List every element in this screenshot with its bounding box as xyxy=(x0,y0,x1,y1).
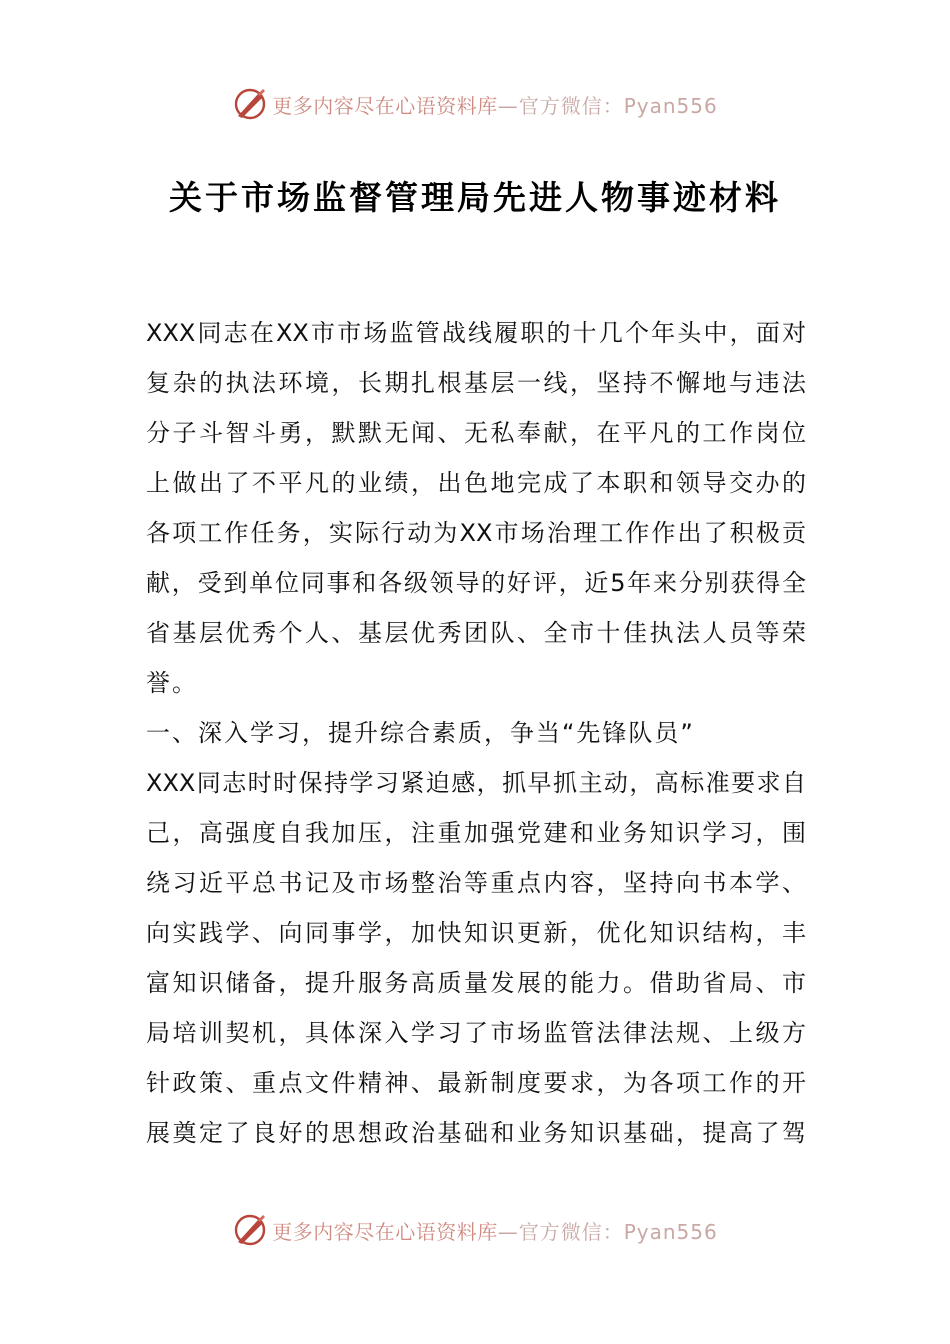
paragraph-line: 复杂的执法环境，长期扎根基层一线，坚持不懈地与违法 xyxy=(146,369,806,397)
watermark-wechat-text: —官方微信：Pyan556 xyxy=(497,1219,718,1244)
paragraph-line: 局培训契机，具体深入学习了市场监管法律法规、上级方 xyxy=(146,1019,806,1047)
watermark-brand-text: 更多内容尽在心语资料库 xyxy=(272,1219,498,1244)
paragraph-line: 献，受到单位同事和各级领导的好评，近5年来分别获得全 xyxy=(146,569,806,597)
paragraph-line: 各项工作任务，实际行动为XX市场治理工作作出了积极贡 xyxy=(146,519,806,547)
header-watermark xyxy=(0,84,950,124)
quill-seal-icon xyxy=(232,1212,268,1248)
paragraph-line: 上做出了不平凡的业绩，出色地完成了本职和领导交办的 xyxy=(146,469,806,497)
document-body xyxy=(146,308,806,1158)
paragraph-line: 己，高强度自我加压，注重加强党建和业务知识学习，围 xyxy=(146,819,806,847)
paragraph-line: 誉。 xyxy=(146,669,198,697)
footer-watermark xyxy=(0,1210,950,1250)
watermark-wechat-text: —官方微信：Pyan556 xyxy=(497,93,718,118)
paragraph-line: XXX同志时时保持学习紧迫感，抓早抓主动，高标准要求自 xyxy=(146,769,806,797)
paragraph-line: XXX同志在XX市市场监管战线履职的十几个年头中，面对 xyxy=(146,319,806,347)
section-heading: 一、深入学习，提升综合素质，争当“先锋队员” xyxy=(146,719,695,747)
paragraph-line: 针政策、重点文件精神、最新制度要求，为各项工作的开 xyxy=(146,1069,806,1097)
paragraph-line: 绕习近平总书记及市场整治等重点内容，坚持向书本学、 xyxy=(146,869,806,897)
document-title: 关于市场监督管理局先进人物事迹材料 xyxy=(169,178,781,217)
paragraph-line: 富知识储备，提升服务高质量发展的能力。借助省局、市 xyxy=(146,969,806,997)
paragraph-line: 省基层优秀个人、基层优秀团队、全市十佳执法人员等荣 xyxy=(146,619,806,647)
paragraph-line: 分子斗智斗勇，默默无闻、无私奉献，在平凡的工作岗位 xyxy=(146,419,806,447)
paragraph-line: 向实践学、向同事学，加快知识更新，优化知识结构，丰 xyxy=(146,919,806,947)
paragraph-line: 展奠定了良好的思想政治基础和业务知识基础，提高了驾 xyxy=(146,1119,806,1147)
watermark-brand-text: 更多内容尽在心语资料库 xyxy=(272,93,498,118)
quill-seal-icon xyxy=(232,86,268,122)
